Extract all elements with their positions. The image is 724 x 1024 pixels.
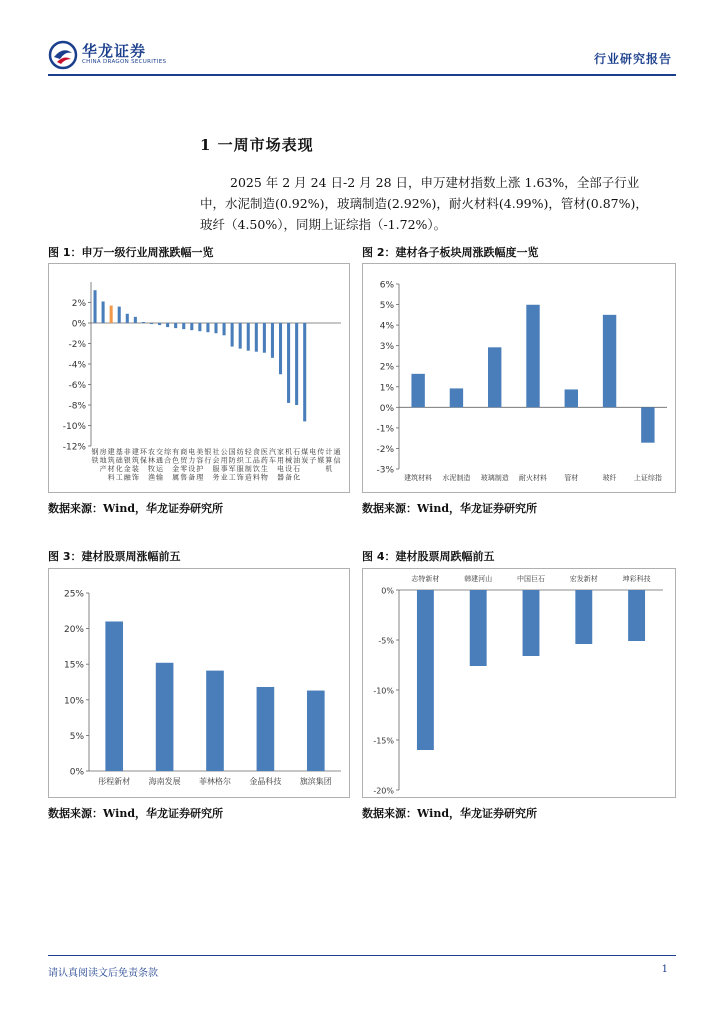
x-tick-label: 算	[325, 456, 333, 465]
bar	[411, 374, 424, 408]
x-tick-label: 设	[285, 465, 293, 473]
x-tick-label: 农	[147, 448, 155, 456]
x-tick-label: 生	[260, 465, 268, 473]
figure-4-caption: 图 4：建材股票周跌幅前五	[362, 550, 495, 563]
bar	[174, 323, 177, 328]
y-tick-label: 5%	[69, 731, 84, 742]
bar	[94, 290, 97, 323]
y-tick-label: 25%	[63, 589, 84, 600]
x-tick-label: 商	[180, 448, 188, 456]
footer-divider	[48, 955, 676, 956]
figure-1-source: 数据来源：Wind，华龙证券研究所	[48, 502, 224, 515]
x-tick-label: 药	[260, 456, 268, 465]
bar	[523, 590, 540, 656]
bar	[118, 307, 121, 323]
bar	[575, 590, 592, 644]
chart-3	[49, 569, 349, 797]
y-tick-label: -4%	[68, 360, 86, 371]
x-tick-label: 玻璃制造	[480, 474, 509, 482]
page-header	[48, 38, 676, 74]
x-tick-label: 建筑材料	[404, 474, 433, 482]
x-tick-label: 金	[123, 465, 131, 473]
x-tick-label: 上证综指	[633, 474, 662, 482]
x-tick-label: 军	[228, 465, 236, 473]
x-tick-label: 运	[156, 465, 164, 473]
y-tick-label: -5%	[378, 636, 394, 646]
paragraph-line: 中，水泥制造(0.92%)，玻璃制造(2.92%)，耐火材料(4.99%)，管材(0.87%)，	[200, 196, 648, 211]
x-tick-label: 础	[115, 456, 123, 465]
x-tick-label: 食	[252, 448, 260, 456]
bar	[206, 323, 209, 332]
chart-2	[363, 264, 675, 492]
y-tick-label: -12%	[62, 442, 86, 453]
x-tick-label: 坤彩科技	[622, 575, 651, 583]
x-tick-label: 筑	[107, 456, 115, 465]
brand-name-en: CHINA DRAGON SECURITIES	[82, 59, 167, 65]
x-tick-label: 料	[107, 473, 115, 482]
y-tick-label: 1%	[379, 383, 394, 394]
paragraph-line: 玻纤（4.50%），同期上证综指（-1.72%）。	[200, 217, 447, 232]
bar	[603, 315, 616, 407]
x-tick-label: 社	[212, 448, 220, 456]
x-tick-label: 公	[220, 448, 228, 456]
chart-4	[363, 569, 675, 797]
bar	[190, 323, 193, 330]
x-tick-label: 化	[293, 473, 301, 482]
x-tick-label: 交	[156, 448, 164, 456]
y-tick-label: 0%	[381, 586, 394, 596]
x-tick-label: 房	[99, 448, 107, 456]
x-tick-label: 器	[277, 473, 285, 482]
x-tick-label: 铁	[91, 456, 99, 465]
x-tick-label: 建	[131, 448, 139, 456]
x-tick-label: 备	[285, 473, 293, 482]
x-tick-label: 容	[196, 456, 204, 465]
x-tick-label: 基	[115, 448, 123, 456]
bar	[628, 590, 645, 641]
x-tick-label: 国	[228, 448, 236, 456]
x-tick-label: 玻纤	[602, 474, 617, 482]
x-tick-label: 海南发展	[148, 777, 181, 786]
x-tick-label: 制	[244, 465, 252, 473]
x-tick-label: 彤程新材	[98, 777, 131, 786]
y-tick-label: 3%	[379, 342, 394, 353]
y-tick-label: 2%	[379, 362, 394, 373]
x-tick-label: 贸	[180, 456, 188, 465]
y-tick-label: 10%	[63, 696, 84, 707]
y-tick-label: -15%	[373, 736, 394, 746]
x-tick-label: 材	[107, 465, 115, 473]
bar	[565, 389, 578, 407]
bar	[182, 323, 185, 329]
x-tick-label: 会	[212, 456, 220, 465]
bar	[263, 323, 266, 353]
x-tick-label: 工	[244, 456, 252, 465]
x-tick-label: 力	[188, 456, 196, 465]
bar	[206, 671, 224, 771]
bar	[126, 314, 129, 323]
x-tick-label: 电	[277, 465, 285, 473]
x-tick-label: 纺	[236, 448, 244, 456]
chart-2-frame	[362, 263, 676, 493]
x-tick-label: 美	[196, 448, 204, 456]
x-tick-label: 售	[180, 473, 188, 482]
bar	[142, 322, 145, 323]
x-tick-label: 机	[325, 465, 333, 473]
x-tick-label: 医	[260, 448, 268, 456]
x-tick-label: 服	[212, 465, 220, 473]
x-tick-label: 设	[188, 465, 196, 473]
y-tick-label: 4%	[379, 321, 394, 332]
x-tick-label: 煤	[301, 448, 309, 456]
x-tick-label: 工	[115, 473, 123, 482]
figure-3-source: 数据来源：Wind，华龙证券研究所	[48, 807, 224, 820]
y-tick-label: -1%	[376, 424, 394, 435]
x-tick-label: 化	[115, 465, 123, 473]
y-tick-label: 15%	[63, 660, 84, 671]
x-tick-label: 石	[293, 448, 301, 456]
x-tick-label: 合	[164, 456, 172, 465]
x-tick-label: 牧	[147, 465, 155, 473]
brand-logo-icon	[48, 40, 78, 70]
bar	[110, 306, 113, 323]
x-tick-label: 林	[147, 456, 155, 465]
page-number: 1	[661, 964, 668, 975]
x-tick-label: 通	[156, 456, 164, 465]
figure-2-caption: 图 2：建材各子板块周涨跌幅度一览	[362, 246, 539, 259]
bar	[470, 590, 487, 666]
x-tick-label: 零	[180, 465, 188, 473]
x-tick-label: 水泥制造	[442, 474, 471, 482]
x-tick-label: 饰	[131, 473, 139, 482]
x-tick-label: 电	[188, 448, 196, 456]
bar	[247, 323, 250, 351]
bar	[303, 323, 306, 421]
x-tick-label: 传	[317, 448, 325, 456]
x-tick-label: 护	[196, 465, 204, 473]
bar	[488, 347, 501, 407]
y-tick-label: -10%	[373, 686, 394, 696]
header-divider	[48, 74, 676, 76]
x-tick-label: 炭	[301, 456, 309, 465]
x-tick-label: 品	[252, 456, 260, 465]
y-tick-label: -2%	[376, 444, 394, 455]
x-tick-label: 宏发新材	[569, 575, 598, 583]
x-tick-label: 家	[277, 448, 285, 456]
bar	[307, 691, 325, 771]
x-tick-label: 轻	[244, 448, 252, 456]
x-tick-label: 有	[172, 448, 180, 456]
x-tick-label: 计	[325, 448, 333, 456]
bar	[102, 301, 105, 323]
paragraph-line: 2025 年 2 月 24 日-2 月 28 日，申万建材指数上涨 1.63%，全部子行业	[230, 175, 640, 190]
x-tick-label: 造	[244, 473, 252, 482]
x-tick-label: 饰	[236, 473, 244, 482]
x-tick-label: 饮	[252, 465, 260, 473]
bar	[214, 323, 217, 333]
figure-4-source: 数据来源：Wind，华龙证券研究所	[362, 807, 538, 820]
y-tick-label: -20%	[373, 786, 394, 796]
figure-3-caption: 图 3：建材股票周涨幅前五	[48, 550, 181, 563]
x-tick-label: 旗滨集团	[299, 777, 332, 786]
x-tick-label: 理	[196, 473, 204, 482]
bar	[279, 323, 282, 374]
x-tick-label: 通	[333, 448, 341, 456]
x-tick-label: 电	[309, 448, 317, 456]
x-tick-label: 志特新材	[411, 575, 440, 583]
x-tick-label: 韩建河山	[464, 575, 493, 583]
bar	[166, 323, 169, 327]
bar	[641, 407, 654, 442]
bar	[231, 323, 234, 347]
y-tick-label: 2%	[71, 299, 86, 309]
x-tick-label: 车	[268, 456, 276, 465]
x-tick-label: 行	[204, 456, 212, 465]
x-tick-label: 综	[164, 448, 172, 456]
summary-paragraph	[200, 172, 676, 235]
x-tick-label: 媒	[317, 456, 325, 465]
x-tick-label: 渔	[147, 473, 155, 482]
y-tick-label: 0%	[379, 403, 394, 414]
y-tick-label: -6%	[68, 381, 86, 391]
bar	[287, 323, 290, 403]
x-tick-label: 保	[139, 456, 147, 465]
x-tick-label: 钢	[91, 448, 99, 456]
x-tick-label: 务	[212, 473, 220, 482]
bar	[295, 323, 298, 405]
bar	[156, 663, 174, 771]
x-tick-label: 色	[172, 456, 180, 465]
x-tick-label: 金晶科技	[249, 777, 282, 786]
footer-disclaimer: 请认真阅读文后免责条款	[48, 968, 158, 979]
bar	[134, 317, 137, 323]
x-tick-label: 石	[293, 465, 301, 473]
bar	[105, 621, 123, 771]
x-tick-label: 银	[204, 448, 212, 456]
figure-2-source: 数据来源：Wind，华龙证券研究所	[362, 502, 538, 515]
x-tick-label: 建	[107, 448, 115, 456]
x-tick-label: 菲林格尔	[199, 777, 231, 786]
x-tick-label: 服	[236, 465, 244, 473]
bar	[150, 323, 153, 324]
x-tick-label: 产	[99, 465, 107, 473]
x-tick-label: 地	[99, 456, 107, 465]
bar	[257, 687, 275, 771]
x-tick-label: 筑	[131, 456, 139, 465]
x-tick-label: 用	[277, 456, 285, 465]
chart-4-frame	[362, 568, 676, 798]
x-tick-label: 银	[123, 456, 131, 465]
x-tick-label: 装	[131, 465, 139, 473]
x-tick-label: 业	[220, 473, 228, 482]
x-tick-label: 属	[172, 473, 180, 482]
y-tick-label: -8%	[68, 401, 86, 412]
x-tick-label: 子	[309, 456, 317, 465]
x-tick-label: 用	[220, 456, 228, 465]
y-tick-label: -3%	[376, 465, 394, 476]
y-tick-label: 6%	[379, 280, 394, 291]
y-tick-label: 20%	[63, 625, 84, 636]
y-tick-label: 0%	[69, 767, 84, 778]
bar	[450, 388, 463, 407]
section-title: 1 一周市场表现	[200, 136, 314, 154]
x-tick-label: 物	[260, 473, 268, 482]
chart-3-frame	[48, 568, 350, 798]
x-tick-label: 油	[293, 456, 301, 465]
chart-1	[49, 264, 349, 492]
bar	[526, 305, 539, 408]
x-tick-label: 信	[333, 456, 341, 465]
x-tick-label: 非	[123, 448, 131, 456]
chart-1-frame	[48, 263, 350, 493]
bar	[239, 323, 242, 349]
brand-name: 华龙证券	[82, 42, 147, 60]
x-tick-label: 管材	[564, 474, 579, 482]
x-tick-label: 中国巨石	[517, 575, 545, 583]
y-tick-label: 5%	[379, 301, 394, 312]
x-tick-label: 汽	[268, 448, 276, 456]
bar	[198, 323, 201, 331]
x-tick-label: 机	[285, 448, 293, 456]
x-tick-label: 融	[123, 473, 131, 482]
y-tick-label: 0%	[71, 319, 86, 330]
bar	[255, 323, 258, 352]
bar	[417, 590, 434, 750]
x-tick-label: 料	[252, 473, 260, 482]
x-tick-label: 工	[228, 473, 236, 482]
bar	[223, 323, 226, 335]
report-type: 行业研究报告	[593, 52, 672, 66]
x-tick-label: 防	[228, 456, 236, 465]
figure-1-caption: 图 1：申万一级行业周涨跌幅一览	[48, 246, 214, 259]
x-tick-label: 械	[285, 456, 293, 465]
x-tick-label: 织	[236, 456, 244, 465]
y-tick-label: -10%	[62, 422, 86, 432]
x-tick-label: 耐火材料	[519, 474, 547, 482]
x-tick-label: 事	[220, 465, 228, 473]
x-tick-label: 环	[139, 448, 147, 456]
x-tick-label: 输	[156, 473, 164, 482]
bar	[271, 323, 274, 358]
x-tick-label: 金	[172, 465, 180, 473]
y-tick-label: -2%	[68, 340, 86, 350]
x-tick-label: 备	[188, 473, 196, 482]
bar	[158, 323, 161, 325]
